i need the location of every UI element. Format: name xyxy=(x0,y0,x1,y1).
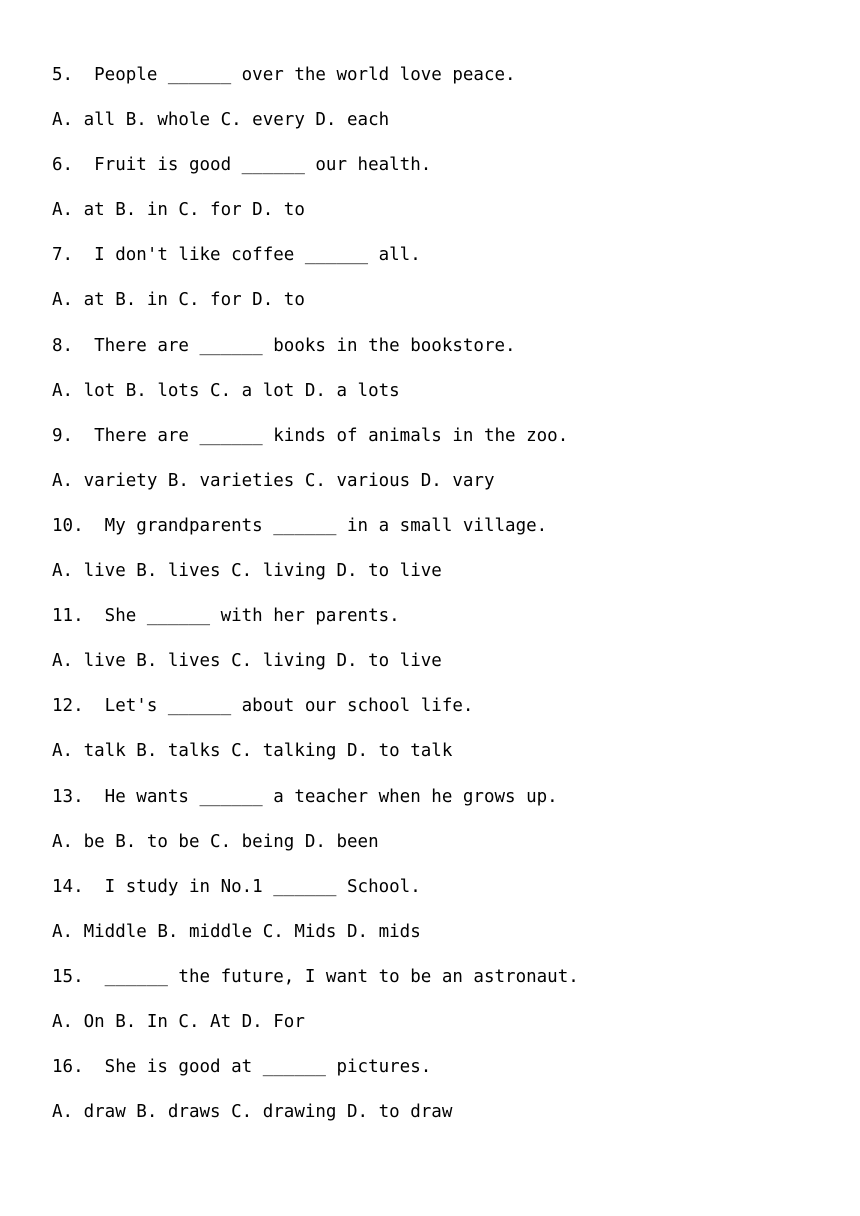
question-15-options: A. On B. In C. At D. For xyxy=(52,1011,305,1032)
question-11-options: A. live B. lives C. living D. to live xyxy=(52,651,442,672)
question-12-stem: 12. Let's ______ about our school life. xyxy=(52,696,474,717)
question-5-options: A. all B. whole C. every D. each xyxy=(52,110,390,131)
question-8-options: A. lot B. lots C. a lot D. a lots xyxy=(52,380,400,401)
question-16-stem: 16. She is good at ______ pictures. xyxy=(52,1057,432,1078)
question-14-options: A. Middle B. middle C. Mids D. mids xyxy=(52,921,421,942)
question-6-options: A. at B. in C. for D. to xyxy=(52,200,305,221)
question-9-options: A. variety B. varieties C. various D. vary xyxy=(52,470,495,491)
question-5-stem: 5. People ______ over the world love peace. xyxy=(52,65,516,85)
question-7-stem: 7. I don't like coffee ______ all. xyxy=(52,245,421,266)
question-8-stem: 8. There are ______ books in the bookstore. xyxy=(52,335,516,356)
question-10-options: A. live B. lives C. living D. to live xyxy=(52,561,442,582)
question-7-options: A. at B. in C. for D. to xyxy=(52,290,305,311)
question-14-stem: 14. I study in No.1 ______ School. xyxy=(52,876,421,897)
question-13-options: A. be B. to be C. being D. been xyxy=(52,831,379,852)
question-13-stem: 13. He wants ______ a teacher when he grows up. xyxy=(52,786,558,807)
question-15-stem: 15. ______ the future, I want to be an astronaut. xyxy=(52,966,579,987)
question-6-stem: 6. Fruit is good ______ our health. xyxy=(52,155,432,176)
question-11-stem: 11. She ______ with her parents. xyxy=(52,606,400,627)
question-16-options: A. draw B. draws C. drawing D. to draw xyxy=(52,1102,453,1123)
question-12-options: A. talk B. talks C. talking D. to talk xyxy=(52,741,453,762)
question-10-stem: 10. My grandparents ______ in a small village. xyxy=(52,515,548,536)
question-9-stem: 9. There are ______ kinds of animals in the zoo. xyxy=(52,425,569,446)
worksheet-page xyxy=(52,61,832,1143)
